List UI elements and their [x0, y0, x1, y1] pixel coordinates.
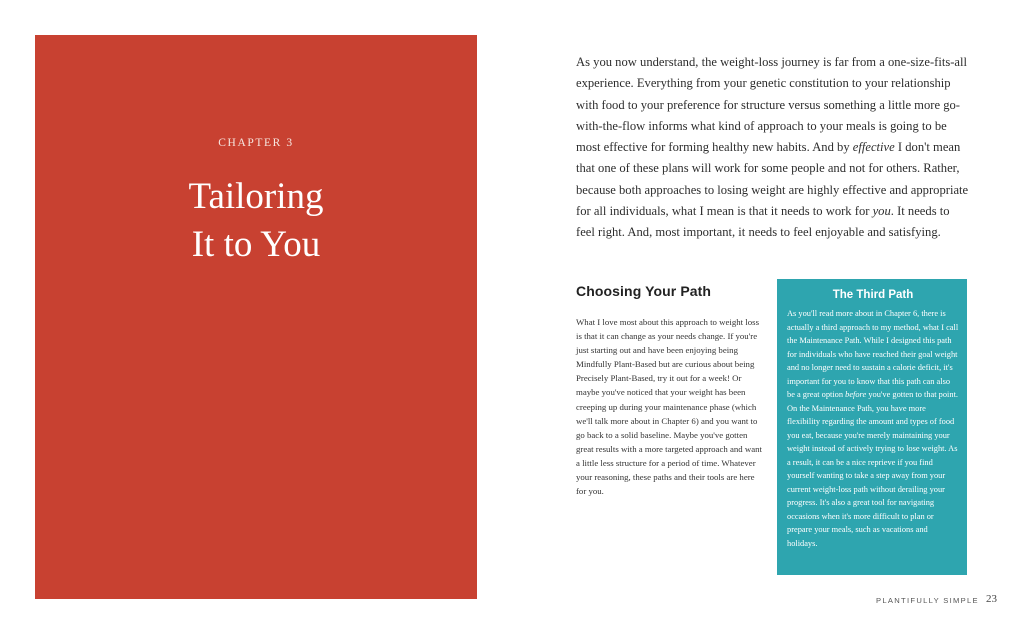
sidebar-title: The Third Path [832, 289, 914, 301]
sidebar-text-2: you've gotten to that point. On the Maintenance Path, you have more flexibility regarding the amount and types of food you eat, because you're merely maintaining your weight instead of actively trying to lose weight. As a result, it can be a nice reprieve if you find yourself wanting to take a step away from your current weight-loss path without derailing your progress. It's also a great tool for navigating occasions when it's more difficult to plan or prepare your meals, such as vacations and holidays. [787, 390, 958, 548]
intro-text-2: I don't mean that one of these plans will work for some people and not for others. Rather, because both approaches to losing weight are highly effective and appropriate for all individuals, what I mean is that it needs to work for [576, 140, 969, 219]
intro-paragraph [576, 52, 970, 244]
sidebar-text-1: As you'll read more about in Chapter 6, there is actually a third approach to my method, what I call the Maintenance Path. While I designed this path for individuals who have reached their goal weight and no longer need to sustain a calorie deficit, it's important for you to know that this path can also be a great option [787, 309, 959, 399]
chapter-label: CHAPTER 3 [218, 137, 294, 149]
sidebar-callout [777, 279, 967, 575]
intro-text-3: . It needs to feel right. And, most important, it needs to feel enjoyable and satisfying. [576, 204, 950, 240]
intro-text-1: As you now understand, the weight-loss journey is far from a one-size-fits-all experience. Everything from your genetic constitution to your relationship with food to your preference for structure versus something a little more go-with-the-flow informs what kind of approach to your meals is going to be most effective for forming healthy new habits. And by [576, 55, 968, 155]
chapter-title-panel [35, 35, 477, 599]
section-heading: Choosing Your Path [576, 283, 712, 299]
chapter-title-line-1: Tailoring [188, 176, 324, 217]
sidebar-body [787, 307, 959, 550]
sidebar-emphasis-before: before [845, 390, 867, 399]
chapter-title [35, 173, 477, 269]
section-body: What I love most about this approach to weight loss is that it can change as your needs change. If you're just starting out and have been enjoying being Mindfully Plant-Based but are curious about being Precisely Plant-Based, try it out for a week! Or maybe you've noticed that your weight has been creeping up during your maintenance phase (which we'll talk more about in Chapter 6) and you want to go back to a solid baseline. Maybe you've gotten great results with a more targeted approach and want a little less structure for a period of time. Whatever your reasoning, these paths and their tools are here for you. [576, 317, 762, 497]
intro-emphasis-effective: effective [852, 140, 895, 155]
intro-emphasis-you: you [872, 204, 891, 219]
footer-book-title: PLANTIFULLY SIMPLE [876, 596, 979, 605]
chapter-title-line-2: It to You [191, 224, 321, 265]
page-number: 23 [986, 593, 997, 605]
